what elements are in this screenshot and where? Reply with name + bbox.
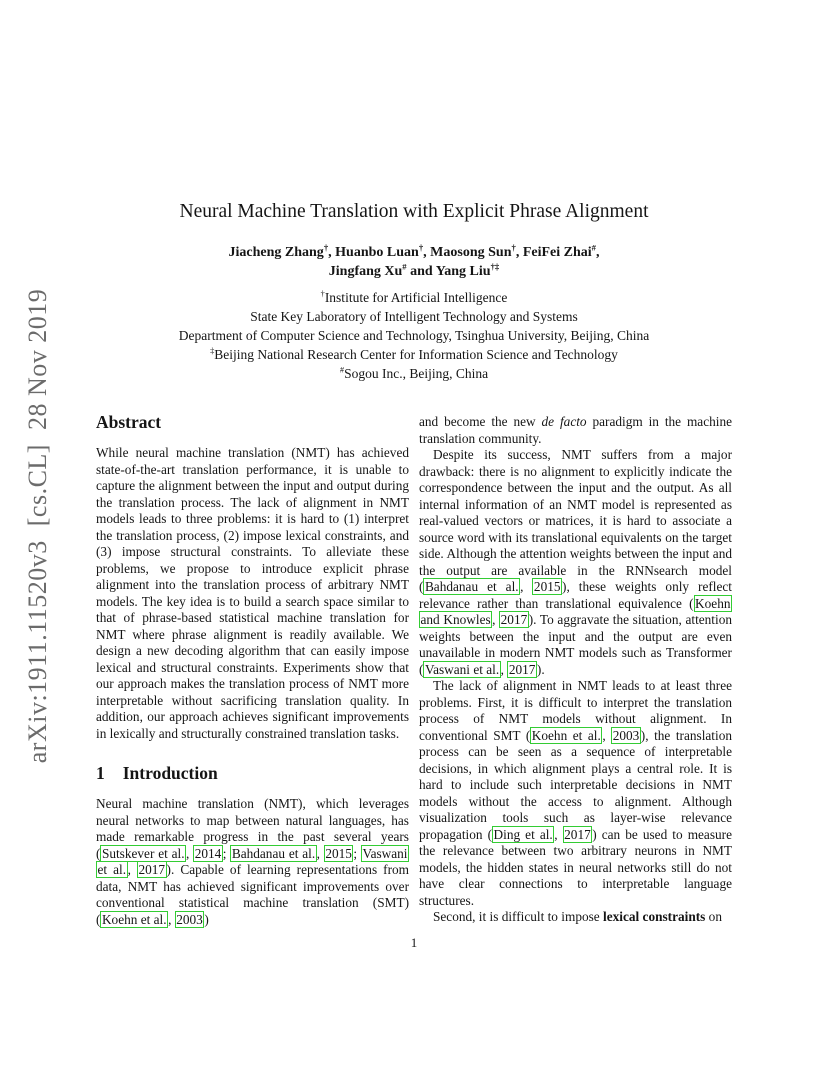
citation-link[interactable]: 2017 — [138, 862, 166, 877]
citation-link[interactable]: Sutskever et al. — [101, 845, 185, 861]
text-segment: , FeiFei Zhai — [515, 245, 592, 260]
bold-text: lexical constraints — [603, 909, 706, 924]
text-segment: , — [316, 845, 324, 861]
citation-link[interactable]: Vaswani et al. — [97, 845, 408, 877]
citation-link[interactable]: 2014 — [194, 845, 222, 861]
text-segment: , — [127, 862, 137, 877]
text-segment: , — [596, 245, 600, 260]
text-segment: , — [554, 826, 563, 842]
footnote-marker: † — [418, 242, 424, 253]
text-segment: ). To aggravate the situation, attention weights between the input and the output are even unavailable in modern NMT models such as Transformer ( — [419, 612, 732, 677]
section-heading — [96, 412, 409, 432]
citation-link[interactable]: Ding et al. — [493, 826, 553, 842]
footnote-marker: ‡ — [210, 346, 215, 356]
text-segment: , Maosong Sun — [423, 245, 512, 260]
author-block — [0, 243, 828, 281]
footnote-marker: † — [323, 242, 329, 253]
text-segment: , — [492, 612, 500, 627]
citation-link[interactable]: Koehn et al. — [531, 727, 601, 743]
paragraph — [96, 796, 409, 928]
text-segment: Jiacheng Zhang — [228, 245, 324, 260]
text-segment: ). — [536, 661, 545, 677]
left-column — [96, 412, 409, 928]
text-segment: , — [186, 845, 194, 861]
paragraph — [419, 909, 732, 926]
text-segment: Neural machine translation (NMT), which leverages neural networks to map between natural languages, has made remarkable progress in the past several years ( — [96, 796, 409, 861]
text-segment: , Huanbo Luan — [328, 245, 419, 260]
page-number: 1 — [410, 935, 418, 950]
citation-link[interactable]: 2017 — [508, 661, 536, 677]
affiliation-line-5 — [0, 364, 828, 383]
citation-link[interactable]: Bahdanau et al. — [231, 845, 316, 861]
section-title: Abstract — [96, 412, 162, 432]
text-segment: , — [500, 661, 508, 677]
text-segment: on — [705, 909, 722, 924]
right-column — [419, 414, 732, 926]
text-segment: Sogou Inc., Beijing, China — [344, 366, 489, 381]
citation-link[interactable]: 2003 — [176, 911, 203, 927]
text-segment: ) — [204, 911, 209, 927]
text-segment: Institute for Artificial Intelligence — [324, 290, 508, 305]
text-segment: ). Capable of learning representations from data, NMT has achieved significant improvements over conventional statistical machine translation (SMT) ( — [96, 862, 410, 927]
footnote-marker: †‡ — [490, 261, 500, 272]
citation-link[interactable]: 2003 — [612, 727, 640, 743]
citation-link[interactable]: Vaswani et al. — [424, 661, 500, 677]
paragraph — [96, 445, 409, 742]
arxiv-watermark: arXiv:1911.11520v3 [cs.CL] 28 Nov 2019 — [23, 288, 52, 764]
citation-link[interactable]: Koehn et al. — [101, 911, 167, 927]
citation-link[interactable]: Koehn and Knowles — [420, 595, 731, 627]
text-segment: Jingfang Xu — [328, 264, 403, 279]
text-segment: and Yang Liu — [406, 264, 491, 279]
citation-link[interactable]: 2017 — [564, 826, 591, 842]
citation-link[interactable]: 2015 — [533, 579, 561, 594]
paper-title: Neural Machine Translation with Explicit Phrase Alignment — [179, 201, 649, 222]
paragraph — [419, 414, 732, 447]
text-segment: State Key Laboratory of Intelligent Technology and Systems — [250, 309, 578, 324]
affiliation-line-4 — [0, 345, 828, 364]
affiliation-line-3 — [0, 326, 828, 345]
text-segment: ), these weights only reflect relevance rather than translational equivalence ( — [419, 579, 732, 611]
citation-link[interactable]: Bahdanau et al. — [424, 579, 519, 594]
paragraph — [419, 447, 732, 678]
footnote-marker: † — [511, 242, 516, 253]
footnote-marker: # — [591, 242, 596, 253]
text-segment: paradigm in the machine translation community. — [419, 414, 733, 446]
text-segment: Department of Computer Science and Technology, Tsinghua University, Beijing, China — [178, 328, 650, 343]
citation-link[interactable]: 2015 — [325, 845, 352, 861]
section-number: 1 — [96, 763, 105, 783]
text-segment: Second, it is difficult to impose — [433, 909, 604, 924]
text-segment: ), the translation process can be seen as a sequence of interpretable decisions, in which alignment plays a central role. It is hard to include such interpretable decisions in NMT models without the access to alignment. Although visualization tools such as layer-wise relevance propagation ( — [419, 727, 732, 842]
footnote-marker: † — [320, 289, 325, 299]
text-segment: and become the new — [419, 414, 542, 429]
text-segment: , — [602, 727, 612, 743]
footnote-marker: # — [402, 261, 407, 272]
section-title: Introduction — [122, 763, 218, 783]
text-segment: , — [168, 911, 175, 927]
text-segment: ) can be used to measure the relevance between two arbitrary neurons in NMT models, the hidden states in neural networks still do not have clear connections to interpretable language structures. — [419, 826, 732, 908]
text-segment: While neural machine translation (NMT) has achieved state-of-the-art translation performance, it is unable to capture the alignment between the input and output during the translation process. The lack of alignment in NMT models leads to three problems: it is hard to (1) interpret the translation process, (2) impose lexical constraints, and (3) impose structural constraints. To alleviate these problems, we propose to introduce explicit phrase alignment into the translation process of arbitrary NMT models. The key idea is to build a search space similar to that of phrase-based statistical machine translation for NMT where phrase alignment is readily available. We design a new decoding algorithm that can easily impose lexical and structural constraints. Experiments show that our approach makes the translation process of NMT more interpretable without sacrificing translation quality. In addition, our approach achieves significant improvements in lexically and structurally constrained translation tasks. — [96, 445, 409, 741]
text-segment: Beijing National Research Center for Information Science and Technology — [214, 347, 618, 362]
text-segment: Despite its success, NMT suffers from a major drawback: there is no alignment to explicitly indicate the correspondence between the input and the output. As all internal information of an NMT model is represented as real-valued vectors or matrices, it is hard to associate a source word with its translational equivalents on the target side. Although the attention weights between the input and the output are available in the RNNsearch model ( — [419, 447, 732, 594]
text-segment: ; — [353, 845, 361, 861]
citation-link[interactable]: 2017 — [500, 612, 528, 627]
text-segment: ; — [222, 845, 231, 861]
text-segment: The lack of alignment in NMT leads to at least three problems. First, it is difficult to interpret the translation process of NMT models without alignment. In conventional SMT ( — [419, 678, 732, 743]
paragraph — [419, 678, 732, 909]
affiliation-block — [0, 288, 828, 383]
section-heading — [96, 763, 409, 783]
author-line-2 — [0, 262, 828, 281]
affiliation-line-2 — [0, 307, 828, 326]
italic-text: de facto — [541, 414, 587, 429]
author-line-1 — [0, 243, 828, 262]
affiliation-line-1 — [0, 288, 828, 307]
text-segment: , — [520, 579, 533, 594]
footnote-marker: # — [339, 365, 345, 375]
